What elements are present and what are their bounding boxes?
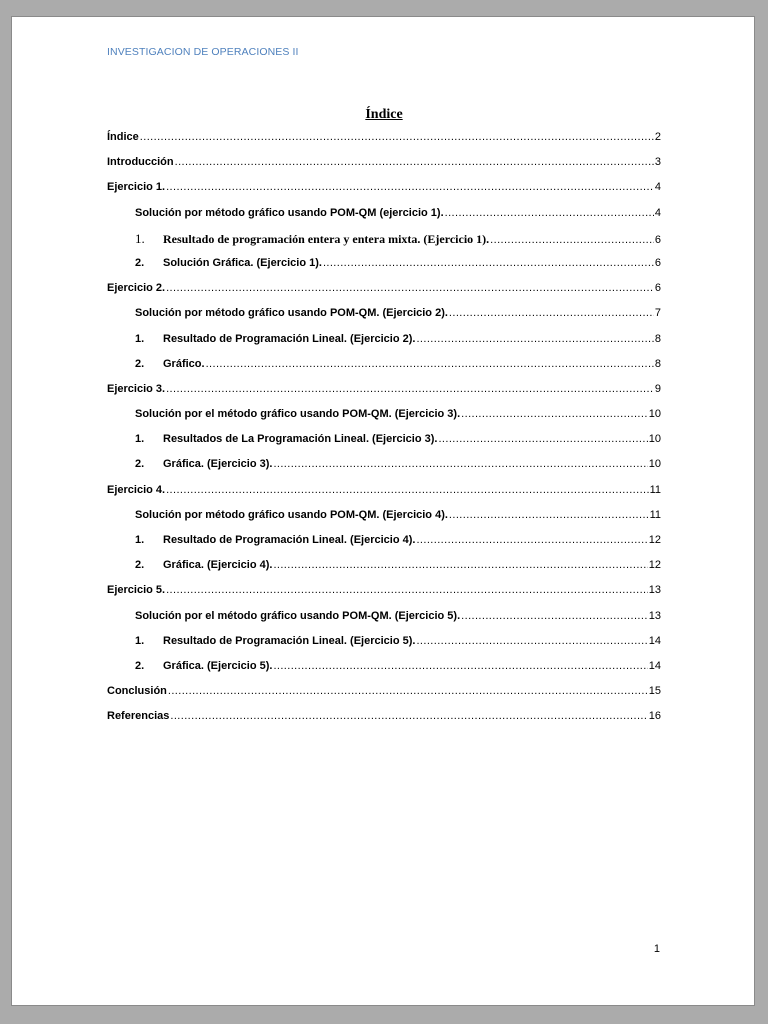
toc-dot-leader bbox=[166, 377, 654, 402]
toc-dot-leader bbox=[490, 228, 654, 251]
running-header: INVESTIGACION DE OPERACIONES II bbox=[107, 46, 299, 58]
toc-entry[interactable] bbox=[107, 578, 661, 603]
toc-entry-title: Solución por método gráfico usando POM-QM. (Ejercicio 4). bbox=[135, 508, 448, 521]
toc-entry-page: 8 bbox=[654, 332, 661, 345]
toc-entry[interactable] bbox=[107, 301, 661, 326]
toc-entry[interactable] bbox=[107, 478, 661, 503]
toc-dot-leader bbox=[416, 629, 647, 654]
toc-entry[interactable] bbox=[107, 654, 661, 679]
toc-entry-title: Resultado de Programación Lineal. (Ejercicio 4). bbox=[163, 534, 416, 546]
toc-entry-page: 13 bbox=[648, 609, 661, 622]
toc-entry-page: 13 bbox=[648, 584, 661, 597]
toc-entry-title: Resultado de Programación Lineal. (Ejercicio 5). bbox=[163, 634, 416, 647]
document-page bbox=[11, 16, 755, 1006]
toc-entry-page: 8 bbox=[654, 357, 661, 370]
toc-entry-title: Referencias bbox=[107, 710, 170, 723]
toc-dot-leader bbox=[140, 125, 654, 150]
toc-entry-number: 1. bbox=[135, 230, 145, 246]
toc-dot-leader bbox=[175, 150, 654, 175]
toc-entry[interactable] bbox=[107, 452, 661, 477]
table-of-contents bbox=[107, 125, 661, 730]
toc-entry-page: 10 bbox=[648, 433, 661, 446]
page-number: 1 bbox=[653, 943, 660, 955]
toc-entry-title: Solución Gráfica. (Ejercicio 1). bbox=[163, 256, 322, 269]
toc-dot-leader bbox=[416, 327, 653, 352]
toc-entry[interactable] bbox=[107, 150, 661, 175]
toc-entry-title: Conclusión bbox=[107, 685, 167, 698]
toc-entry-title: Gráfica. (Ejercicio 3). bbox=[163, 458, 273, 471]
toc-entry-page: 14 bbox=[648, 634, 661, 647]
toc-entry-page: 7 bbox=[654, 307, 661, 320]
toc-entry[interactable] bbox=[107, 125, 661, 150]
toc-entry-title: Resultado de programación entera y entera mixta. (Ejercicio 1). bbox=[163, 231, 490, 246]
toc-dot-leader bbox=[449, 503, 649, 528]
toc-entry-page: 9 bbox=[654, 382, 661, 395]
toc-dot-leader bbox=[206, 352, 654, 377]
toc-dot-leader bbox=[273, 553, 647, 578]
toc-entry-number: 2. bbox=[135, 256, 145, 269]
toc-dot-leader bbox=[166, 175, 654, 200]
toc-dot-leader bbox=[461, 604, 648, 629]
toc-entry-title: Gráfica. (Ejercicio 5). bbox=[163, 659, 273, 672]
toc-entry-page: 12 bbox=[648, 534, 661, 546]
toc-entry-page: 15 bbox=[648, 685, 661, 698]
toc-entry-title: Ejercicio 1. bbox=[107, 181, 166, 194]
toc-dot-leader bbox=[166, 478, 648, 503]
toc-entry-page: 10 bbox=[648, 458, 661, 471]
toc-dot-leader bbox=[323, 251, 654, 276]
toc-entry-page: 16 bbox=[648, 710, 661, 723]
toc-entry-page: 11 bbox=[649, 483, 661, 496]
toc-entry[interactable] bbox=[107, 251, 661, 276]
toc-entry-title: Índice bbox=[107, 131, 139, 143]
toc-entry-page: 6 bbox=[654, 233, 661, 246]
toc-entry[interactable] bbox=[107, 352, 661, 377]
toc-entry-number: 1. bbox=[135, 332, 145, 345]
toc-entry[interactable] bbox=[107, 629, 661, 654]
toc-dot-leader bbox=[170, 704, 647, 729]
toc-title: Índice bbox=[365, 107, 403, 122]
toc-entry-page: 14 bbox=[648, 659, 661, 672]
toc-entry-number: 1. bbox=[135, 534, 145, 546]
toc-entry[interactable] bbox=[107, 201, 661, 226]
toc-entry-title: Solución por el método gráfico usando POM-QM. (Ejercicio 3). bbox=[135, 408, 461, 421]
toc-entry-number: 2. bbox=[135, 357, 145, 370]
toc-entry[interactable] bbox=[107, 402, 661, 427]
toc-entry[interactable] bbox=[107, 327, 661, 352]
toc-entry-number: 2. bbox=[135, 559, 145, 572]
toc-entry-page: 11 bbox=[649, 508, 661, 521]
toc-dot-leader bbox=[273, 452, 647, 477]
toc-entry-number: 2. bbox=[135, 458, 145, 471]
toc-entry[interactable] bbox=[107, 679, 661, 704]
toc-entry-title: Gráfica. (Ejercicio 4). bbox=[163, 559, 273, 572]
toc-entry-page: 6 bbox=[654, 282, 661, 295]
toc-entry-page: 12 bbox=[648, 559, 661, 572]
toc-dot-leader bbox=[438, 427, 647, 452]
toc-entry-title: Ejercicio 2. bbox=[107, 282, 166, 295]
toc-entry-title: Solución por método gráfico usando POM-QM (ejercicio 1). bbox=[135, 206, 444, 219]
toc-entry[interactable] bbox=[107, 553, 661, 578]
toc-entry-page: 3 bbox=[654, 156, 661, 169]
toc-entry-page: 2 bbox=[654, 131, 661, 143]
toc-entry-title: Gráfico. bbox=[163, 357, 205, 370]
toc-entry-title: Ejercicio 4. bbox=[107, 483, 166, 496]
toc-entry-number: 1. bbox=[135, 634, 145, 647]
toc-entry-page: 6 bbox=[654, 256, 661, 269]
toc-entry-number: 2. bbox=[135, 659, 145, 672]
toc-dot-leader bbox=[445, 201, 654, 226]
toc-entry-page: 4 bbox=[654, 181, 661, 194]
toc-entry[interactable] bbox=[107, 427, 661, 452]
toc-entry[interactable] bbox=[107, 528, 661, 553]
toc-dot-leader bbox=[168, 679, 648, 704]
toc-entry[interactable] bbox=[107, 377, 661, 402]
toc-entry-number: 1. bbox=[135, 433, 145, 446]
toc-dot-leader bbox=[273, 654, 647, 679]
toc-dot-leader bbox=[416, 528, 647, 553]
toc-entry-title: Solución por el método gráfico usando POM-QM. (Ejercicio 5). bbox=[135, 609, 461, 622]
toc-entry[interactable] bbox=[107, 503, 661, 528]
toc-dot-leader bbox=[166, 276, 654, 301]
toc-entry[interactable] bbox=[107, 604, 661, 629]
toc-dot-leader bbox=[449, 301, 654, 326]
toc-entry-title: Introducción bbox=[107, 156, 174, 169]
toc-entry[interactable] bbox=[107, 175, 661, 200]
toc-entry-title: Ejercicio 3. bbox=[107, 382, 166, 395]
toc-entry[interactable] bbox=[107, 704, 661, 729]
toc-entry-title: Resultado de Programación Lineal. (Ejercicio 2). bbox=[163, 332, 416, 345]
toc-entry[interactable] bbox=[107, 226, 661, 251]
toc-dot-leader bbox=[166, 578, 648, 603]
toc-entry-page: 10 bbox=[648, 408, 661, 421]
toc-entry-title: Ejercicio 5. bbox=[107, 584, 166, 597]
toc-entry[interactable] bbox=[107, 276, 661, 301]
toc-entry-page: 4 bbox=[654, 206, 661, 219]
toc-entry-title: Solución por método gráfico usando POM-QM. (Ejercicio 2). bbox=[135, 307, 448, 320]
toc-entry-title: Resultados de La Programación Lineal. (Ejercicio 3). bbox=[163, 433, 438, 446]
toc-dot-leader bbox=[461, 402, 648, 427]
